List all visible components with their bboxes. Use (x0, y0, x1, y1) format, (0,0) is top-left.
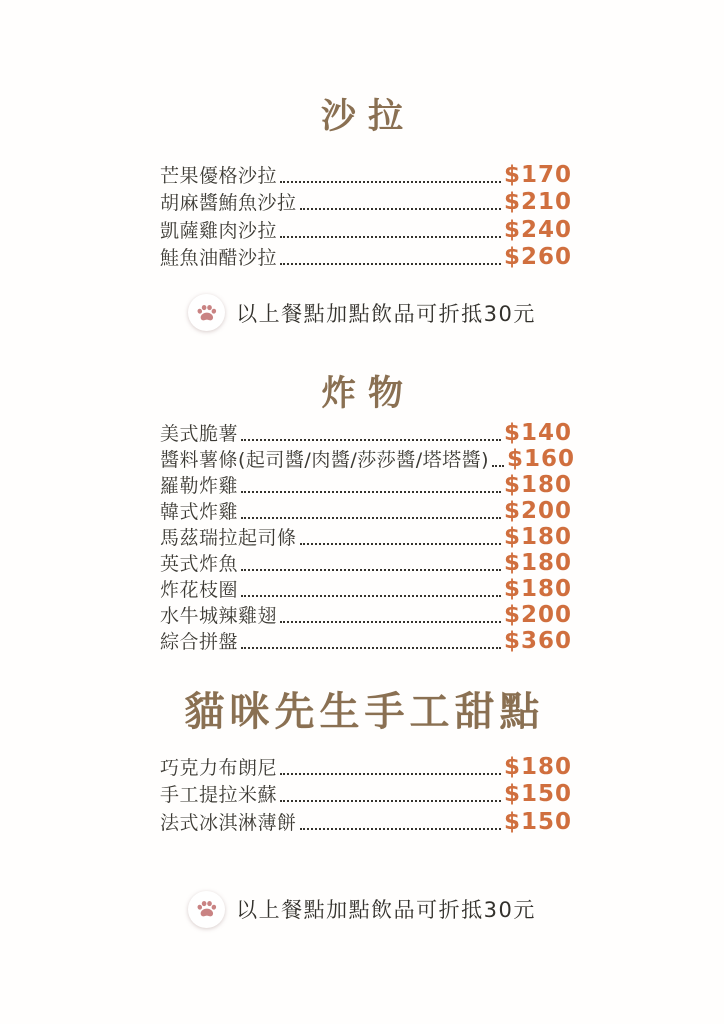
menu-item-price: $180 (503, 472, 572, 498)
section-title-fried: 炸物 (320, 374, 415, 414)
menu-item-row (160, 188, 572, 216)
discount-note-text: 以上餐點加點飲品可折抵30元 (236, 301, 536, 326)
menu-item-price: $160 (507, 446, 576, 472)
menu-item-price: $140 (503, 420, 572, 446)
menu-item-row (160, 446, 576, 472)
dotted-leader (280, 621, 501, 623)
menu-item-price: $170 (503, 161, 572, 188)
menu-item-name: 韓式炸雞 (160, 501, 239, 523)
menu-item-name: 英式炸魚 (160, 553, 239, 575)
menu-item-name: 胡麻醬鮪魚沙拉 (160, 192, 297, 214)
menu-item-price: $150 (503, 781, 572, 807)
section-title-dessert: 貓咪先生手工甜點 (184, 689, 545, 735)
menu-item-price: $180 (503, 550, 572, 576)
menu-item-name: 醬料薯條(起司醬/肉醬/莎莎醬/塔塔醬) (160, 449, 490, 471)
menu-item-name: 巧克力布朗尼 (160, 756, 278, 779)
discount-note (0, 891, 724, 928)
dotted-leader (280, 181, 501, 183)
menu-item-row (160, 602, 572, 628)
menu-item-row (160, 807, 572, 835)
dotted-leader (241, 491, 501, 493)
menu-item-row (160, 420, 572, 446)
menu-item-row (160, 524, 572, 550)
menu-item-name: 綜合拼盤 (160, 631, 239, 653)
menu-item-row (160, 160, 572, 188)
dessert-items (160, 752, 572, 835)
menu-item-name: 法式冰淇淋薄餅 (160, 811, 297, 834)
dotted-leader (280, 800, 501, 802)
menu-item-row (160, 498, 572, 524)
discount-note-text: 以上餐點加點飲品可折抵30元 (236, 898, 536, 922)
menu-item-name: 水牛城辣雞翅 (160, 605, 278, 627)
menu-item-price: $180 (503, 524, 572, 550)
menu-item-price: $260 (503, 244, 572, 270)
menu-item-row (160, 752, 572, 780)
menu-item-price: $210 (503, 189, 572, 215)
menu-item-name: 美式脆薯 (160, 423, 239, 445)
dotted-leader (241, 517, 501, 519)
menu-item-price: $240 (503, 216, 572, 243)
dotted-leader (241, 439, 501, 441)
menu-item-price: $200 (503, 602, 572, 628)
menu-item-name: 馬茲瑞拉起司條 (160, 527, 297, 549)
menu-item-row (160, 550, 572, 576)
fried-items (160, 420, 576, 654)
menu-item-price: $180 (503, 576, 572, 602)
menu-item-name: 鮭魚油醋沙拉 (160, 247, 278, 269)
menu-item-name: 炸花枝圈 (160, 579, 239, 601)
dotted-leader (241, 647, 501, 649)
discount-note (0, 294, 724, 331)
menu-item-price: $180 (503, 753, 572, 780)
dotted-leader (280, 263, 501, 265)
menu-item-price: $200 (503, 498, 572, 524)
menu-item-row (160, 628, 572, 654)
section-salad (0, 96, 724, 270)
dotted-leader (300, 543, 501, 545)
menu-item-name: 凱薩雞肉沙拉 (160, 219, 278, 242)
menu-item-row (160, 576, 572, 602)
dotted-leader (241, 569, 501, 571)
menu-item-name: 芒果優格沙拉 (160, 164, 278, 187)
paw-icon (188, 891, 225, 928)
dotted-leader (300, 828, 501, 830)
menu-item-name: 手工提拉米蘇 (160, 784, 278, 806)
dotted-leader (492, 465, 504, 467)
menu-item-row (160, 472, 572, 498)
dotted-leader (241, 595, 501, 597)
menu-item-row (160, 215, 572, 243)
dotted-leader (300, 208, 501, 210)
menu-item-row (160, 780, 572, 808)
menu-item-price: $360 (503, 628, 572, 654)
menu-item-row (160, 243, 572, 271)
section-dessert (0, 688, 724, 835)
section-fried (0, 373, 724, 654)
section-title-salad: 沙拉 (320, 97, 415, 137)
menu-item-name: 羅勒炸雞 (160, 475, 239, 497)
dotted-leader (280, 773, 501, 775)
dotted-leader (280, 236, 501, 238)
menu-item-price: $150 (503, 808, 572, 835)
paw-icon (188, 294, 225, 331)
salad-items (160, 160, 572, 270)
